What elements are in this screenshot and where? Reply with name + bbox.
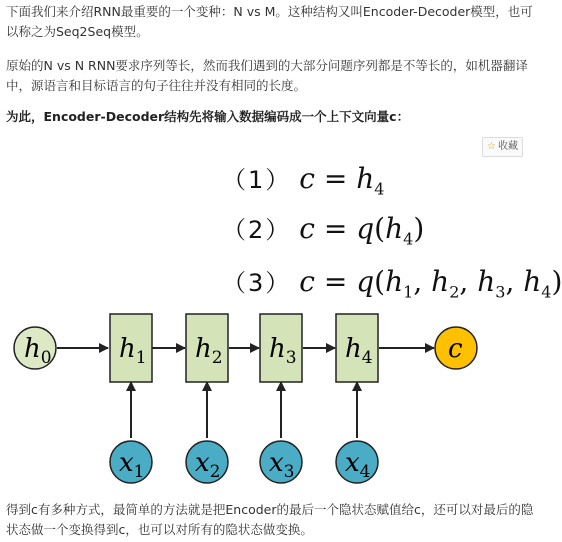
- formula-3: （3） $c = q(h_1$, $h_2$, $h_3$, $h_4$): [222, 265, 562, 302]
- hidden-label-1: $h_1$: [119, 334, 147, 368]
- input-label-3: $x_3$: [269, 448, 295, 482]
- encoder-decoder-intro: 为此，Encoder-Decoder结构先将输入数据编码成一个上下文向量c：: [6, 109, 410, 124]
- formula-1: （1） $c = h_4$: [222, 162, 385, 199]
- sequence-length-paragraph: 原始的N vs N RNN要求序列等长，然而我们遇到的大部分问题序列都是不等长的，如机器翻译中，源语言和目标语言的句子往往并没有相同的长度。: [6, 58, 528, 93]
- hidden-label-3: $h_3$: [269, 334, 297, 368]
- input-label-1: $x_1$: [119, 448, 145, 482]
- footer-paragraph: 得到c有多种方式，最简单的方法就是把Encoder的最后一个隐状态赋值给c，还可以对最后的隐状态做一个变换得到c，也可以对所有的隐状态做变换。: [6, 502, 534, 537]
- formula-2: （2） $c = q(h_4)$: [222, 212, 425, 249]
- formula-3-index: （3）: [222, 269, 292, 297]
- hidden-label-4: $h_4$: [345, 334, 373, 368]
- input-label-4: $x_4$: [345, 448, 371, 482]
- collect-button[interactable]: [482, 137, 523, 157]
- h0-label: $h_0$: [24, 334, 52, 368]
- encoder-diagram: [0, 300, 553, 490]
- output-c-label: c: [448, 334, 463, 364]
- collect-label: 收藏: [497, 141, 518, 152]
- formula-2-index: （2）: [222, 216, 292, 244]
- hidden-label-2: $h_2$: [195, 334, 223, 368]
- intro-paragraph: 下面我们来介绍RNN最重要的一个变种：N vs M。这种结构又叫Encoder-Decoder模型，也可以称之为Seq2Seq模型。: [6, 4, 533, 39]
- star-icon: ☆: [487, 141, 496, 152]
- input-label-2: $x_2$: [195, 448, 221, 482]
- formula-1-index: （1）: [222, 166, 292, 194]
